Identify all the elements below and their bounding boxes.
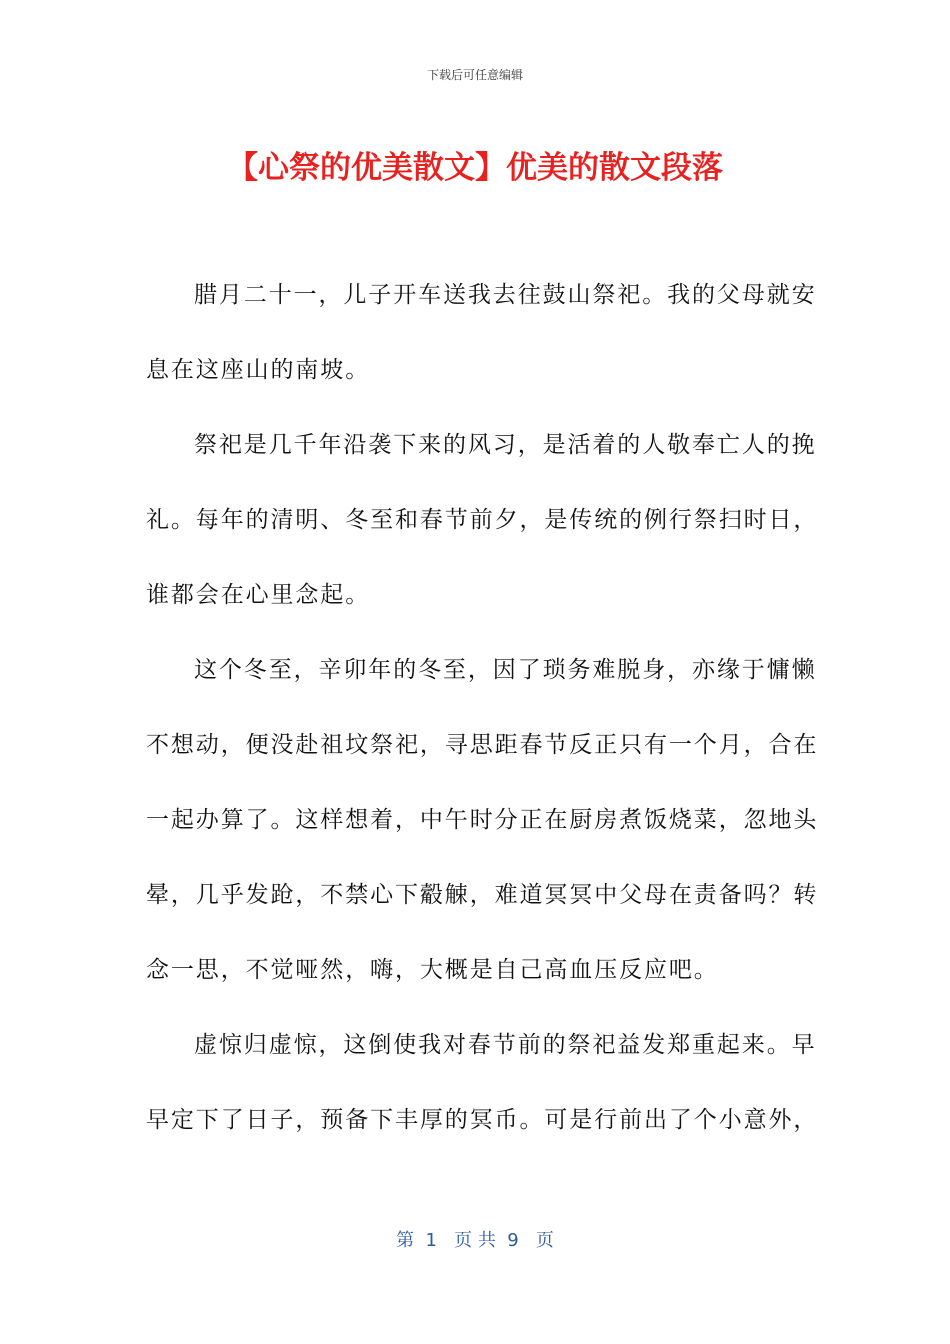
- body-line: 一起办算了。这样想着，中午时分正在厨房煮饭烧菜，忽地头: [146, 807, 819, 833]
- body-line: 腊月二十一，儿子开车送我去往鼓山祭祀。我的父母就安: [194, 282, 817, 308]
- body-line: 虚惊归虚惊，这倒使我对春节前的祭祀益发郑重起来。早: [194, 1032, 817, 1058]
- body-line: 不想动，便没赴祖坟祭祀，寻思距春节反正只有一个月，合在: [146, 732, 819, 758]
- document-title: 【心祭的优美散文】优美的散文段落: [227, 150, 723, 186]
- body-line: 祭祀是几千年沿袭下来的风习，是活着的人敬奉亡人的挽: [194, 432, 817, 458]
- body-line: 息在这座山的南坡。: [146, 357, 371, 383]
- body-line: 谁都会在心里念起。: [146, 582, 371, 608]
- body-line: 念一思，不觉哑然，嗨，大概是自己高血压反应吧。: [146, 957, 719, 983]
- body-line: 早定下了日子，预备下丰厚的冥币。可是行前出了个小意外，: [146, 1107, 819, 1133]
- body-line: 这个冬至，辛卯年的冬至，因了琐务难脱身，亦缘于慵懒: [194, 657, 817, 683]
- header-note: 下载后可任意编辑: [426, 68, 523, 82]
- body-line: 晕，几乎发跄，不禁心下觳觫，难道冥冥中父母在责备吗？转: [146, 882, 819, 908]
- document-body: [146, 258, 819, 1158]
- page-number-footer: 第 1 页 共 9 页: [396, 1230, 554, 1251]
- body-line: 礼。每年的清明、冬至和春节前夕，是传统的例行祭扫时日，: [146, 507, 819, 533]
